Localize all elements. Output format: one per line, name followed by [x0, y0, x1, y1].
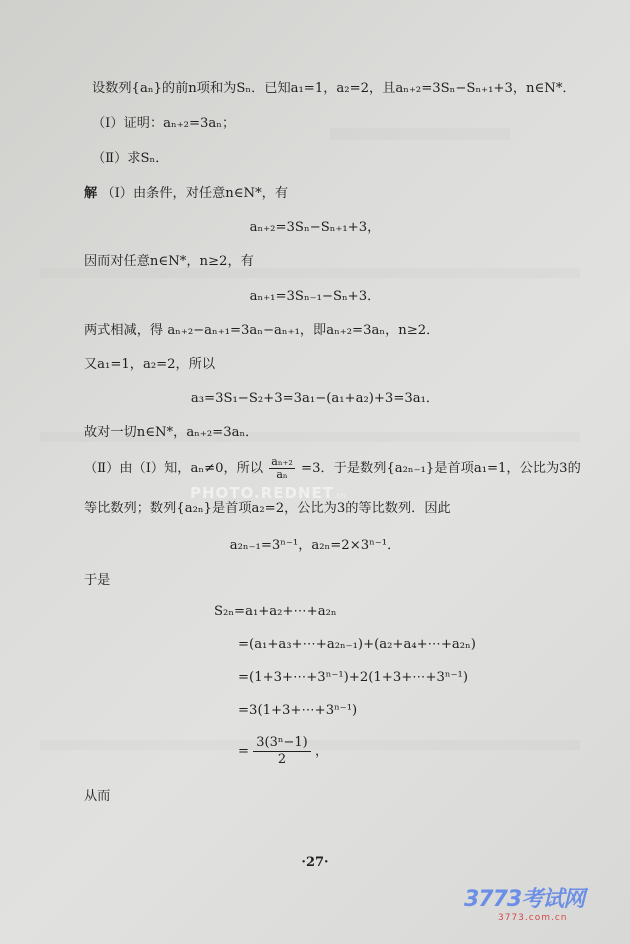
photo-watermark-suffix: .cn — [333, 491, 346, 500]
sum-step-2: =(a₁+a₃+⋯+a₂ₙ₋₁)+(a₂+a₄+⋯+a₂ₙ) — [238, 637, 476, 652]
solution-part-1-text: （Ⅰ）由条件，对任意n∈N*，有 — [101, 186, 289, 201]
photo-watermark — [190, 484, 346, 502]
bleed-through-mark — [330, 128, 510, 140]
solution-label: 解 — [84, 186, 98, 201]
site-logo-url: 3773.com.cn — [498, 913, 568, 923]
sum-step-1: S₂ₙ=a₁+a₂+⋯+a₂ₙ — [214, 604, 337, 619]
sum-step-5-equals: = — [238, 744, 250, 759]
sum-step-5 — [238, 735, 328, 768]
solution-then-text: 因而对任意n∈N*，n≥2，有 — [84, 254, 254, 269]
ratio-numerator: aₙ₊₂ — [271, 455, 293, 468]
congerr-text: 从而 — [84, 789, 111, 804]
ratio-denominator: aₙ — [276, 468, 288, 481]
problem-part-2: （Ⅱ）求Sₙ． — [92, 151, 169, 166]
sum-step-3: =(1+3+⋯+3ⁿ⁻¹)+2(1+3+⋯+3ⁿ⁻¹) — [238, 670, 468, 685]
equation-1: aₙ₊₂=3Sₙ−Sₙ₊₁+3， — [249, 220, 381, 235]
equation-4: a₂ₙ₋₁=3ⁿ⁻¹，a₂ₙ=2×3ⁿ⁻¹． — [229, 538, 401, 553]
problem-part-1: （Ⅰ）证明：aₙ₊₂=3aₙ； — [92, 116, 236, 131]
solution-part-1-intro — [84, 185, 288, 203]
equation-3: a₃=3S₁−S₂+3=3a₁−(a₁+a₂)+3=3a₁． — [190, 391, 440, 406]
site-logo — [464, 882, 604, 922]
site-logo-title — [464, 882, 604, 913]
site-logo-name: 考试网 — [521, 887, 585, 912]
photo-watermark-text: PHOTO.REDNET — [190, 484, 334, 502]
initial-values-text: 又a₁=1，a₂=2，所以 — [84, 357, 216, 372]
part-2-lead: （Ⅱ）由（Ⅰ）知，aₙ≠0，所以 — [84, 461, 264, 476]
solution-part-2-line-2: 等比数列；数列{a₂ₙ}是首项a₂=2，公比为3的等比数列．因此 — [84, 501, 451, 516]
equation-2: aₙ₊₁=3Sₙ₋₁−Sₙ+3． — [249, 289, 381, 304]
conclusion-part-1: 故对一切n∈N*，aₙ₊₂=3aₙ． — [84, 425, 259, 440]
sum-step-4: =3(1+3+⋯+3ⁿ⁻¹) — [238, 703, 358, 718]
subtraction-step: 两式相减，得 aₙ₊₂−aₙ₊₁=3aₙ−aₙ₊₁，即aₙ₊₂=3aₙ，n≥2． — [84, 323, 440, 338]
sum-result-numerator: 3(3ⁿ−1) — [253, 735, 310, 752]
page-number: ·27· — [301, 855, 329, 870]
solution-part-2-line-1 — [84, 456, 581, 481]
site-logo-number: 3773 — [464, 887, 522, 912]
sum-step-5-tail: ， — [314, 744, 329, 759]
ratio-fraction — [269, 456, 295, 481]
problem-statement: 设数列{aₙ}的前n项和为Sₙ．已知a₁=1，a₂=2，且aₙ₊₂=3Sₙ−Sₙ₊₁+3，n∈N*． — [92, 81, 576, 96]
yushi-text: 于是 — [84, 573, 111, 588]
sum-result-denominator: 2 — [277, 752, 287, 767]
sum-result-fraction — [253, 735, 310, 768]
part-2-tail: =3．于是数列{a₂ₙ₋₁}是首项a₁=1，公比为3的 — [301, 461, 581, 476]
